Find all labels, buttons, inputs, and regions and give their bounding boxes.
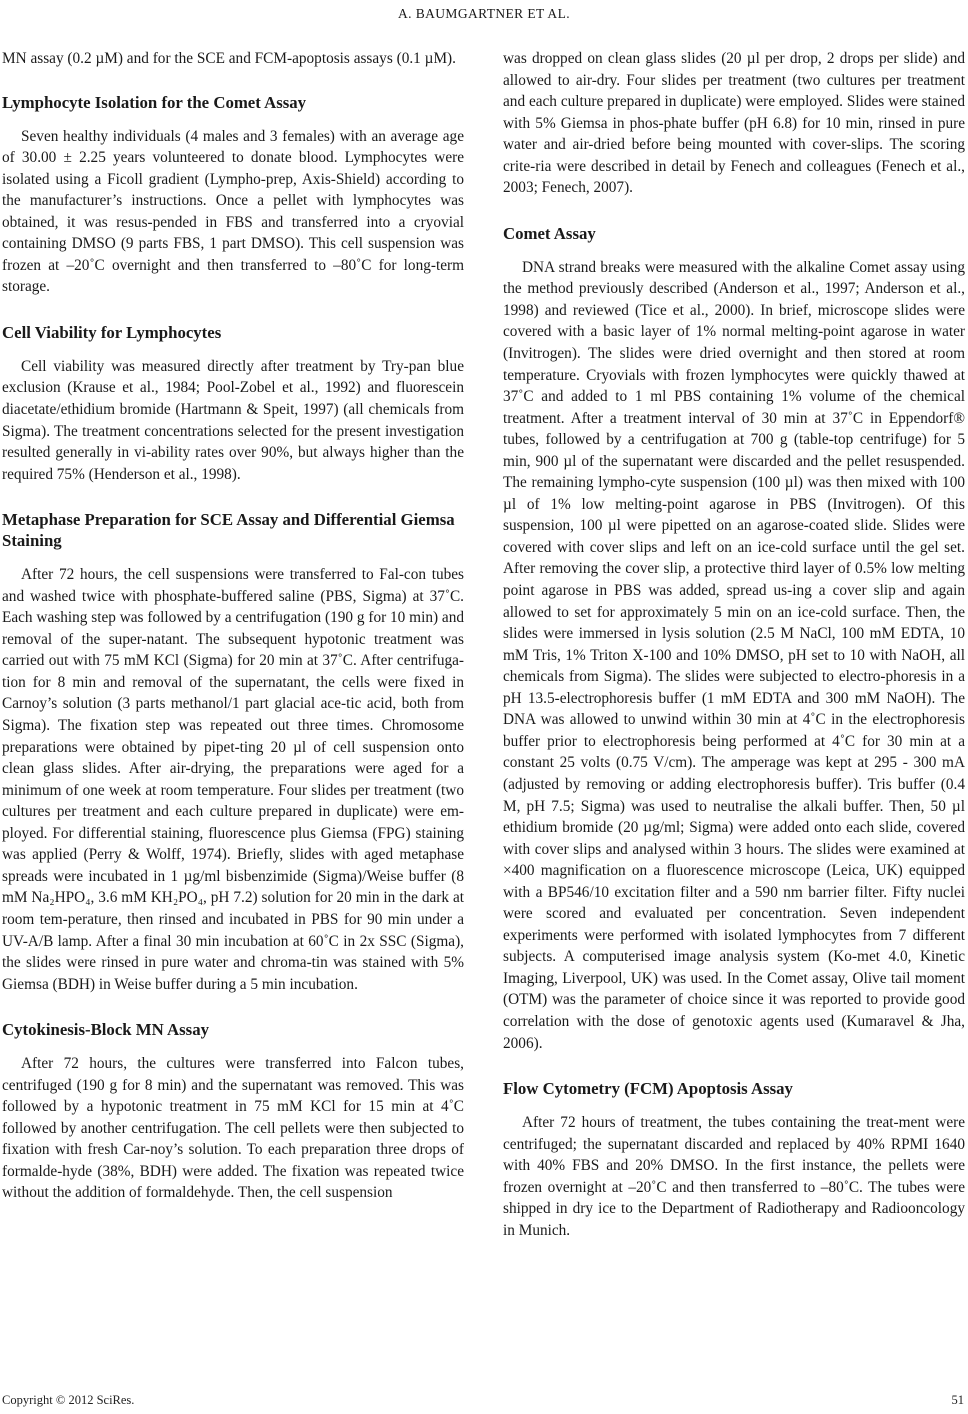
page-number: 51 — [951, 1393, 964, 1407]
section-heading: Flow Cytometry (FCM) Apoptosis Assay — [503, 1079, 793, 1099]
right-column — [503, 48, 965, 1241]
paragraph: was dropped on clean glass slides (20 µl per drop, 2 drops per slide) and allowed to air-dry. Four slides per treatment (two cultures per treatment and each culture prepared in duplicate) were employed. Slides were stained with 5% Giemsa in phos-phate buffer (pH 6.8) for 10 min, rinsed in pure water and air-dried before being mounted with cover-slips. The scoring crite-ria were described in detail by Fenech and colleagues (Fenech et al., 2003; Fenech, 2007). — [503, 50, 965, 197]
running-head: A. BAUMGARTNER ET AL. — [398, 6, 570, 21]
section-heading: Cell Viability for Lymphocytes — [2, 322, 222, 342]
paragraph: After 72 hours, the cell suspensions were transferred to Fal-con tubes and washed twice with phosphate-buffered saline (PBS, Sigma) at 37˚C. Each washing step was followed by a centrifugation (190 g for 10 min) and removal of the super-natant. The subsequent hypotonic treatment was carried out with 75 mM KCl (Sigma) for 20 min at 37˚C. After centrifuga-tion for 8 min and removal of the supernatant, the cells were fixed in Carnoy’s solution (3 parts methanol/1 part glacial ace-tic acid, both from Sigma). The fixation step was repeated out three times. Chromosome preparations were obtained by pipet-ting 20 µl of cell suspension onto clean glass slides. After air-drying, the preparations were aged for a minimum of one week at room temperature. Four slides per treatment (two cultures per treatment and each culture prepared in duplicate) were em-ployed. For differential staining, fluorescence plus Giemsa (FPG) staining was applied (Perry & Wolff, 1974). Briefly, slides with aged metaphase spreads were incubated in 1 µg/ml bisbenzimide (Sigma)/Weise buffer (8 mM Na₂HPO₄, 3.6 mM KH₂PO₄, pH 7.2) solution for 20 min in the dark at room tem-perature, then rinsed and incubated in PBS for 90 min under a UV-A/B lamp. After a final 30 min incubation at 60˚C in 2x SSC (Sigma), the slides were rinsed in pure water and chroma-tin was stained with 5% Giemsa (BDH) in Weise buffer during a 5 min incubation. — [2, 566, 464, 993]
section-heading: Cytokinesis-Block MN Assay — [2, 1020, 209, 1040]
paragraph: MN assay (0.2 µM) and for the SCE and FCM-apoptosis assays (0.1 µM). — [2, 50, 456, 67]
section-heading: Lymphocyte Isolation for the Comet Assay — [2, 92, 307, 112]
footer-copyright: Copyright © 2012 SciRes. — [2, 1393, 135, 1407]
paragraph: After 72 hours of treatment, the tubes containing the treat-ment were centrifuged; the supernatant discarded and replaced by 40% RPMI 1640 with 40% FBS and 20% DMSO. In the first instance, the pellets were frozen overnight at –20˚C and then transferred to –80˚C. The tubes were shipped in dry ice to the Department of Radiotherapy and Radiooncology in Munich. — [503, 1114, 965, 1239]
left-column — [2, 48, 464, 1204]
section-heading: Metaphase Preparation for SCE Assay and Differential Giemsa Staining — [2, 510, 455, 551]
paragraph: Seven healthy individuals (4 males and 3 females) with an average age of 30.00 ± 2.25 years volunteered to donate blood. Lymphocytes were isolated using a Ficoll gradient (Lympho-prep, Axis-Shield) according to the manufacturer’s instructions. Once a pellet with lymphocytes was obtained, it was resus-pended in FBS and transferred into a cryovial containing DMSO (9 parts FBS, 1 part DMSO). This cell suspension was frozen at –20˚C overnight and then transferred to –80˚C for long-term storage. — [2, 127, 464, 296]
paragraph: After 72 hours, the cultures were transferred into Falcon tubes, centrifuged (190 g for 8 min) and the supernatant was removed. This was followed by a hypotonic treatment in 75 mM KCl for 15 min at 4˚C followed by another centrifugation. The cell pellets were then subjected to fixation with fresh Car-noy’s solution. To each preparation three drops of formalde-hyde (38%, BDH) were added. The fixation was repeated twice without the addition of formaldehyde. Then, the cell suspension — [2, 1055, 464, 1202]
paragraph: DNA strand breaks were measured with the alkaline Comet assay using the method previously described (Anderson et al., 1997; Anderson et al., 1998) and reviewed (Tice et al., 2000). In brief, microscope slides were covered with a basic layer of 1% normal melting-point agarose in water (Invitrogen). The slides were dried overnight and then stored at room temperature. Cryovials with frozen lymphocytes were quickly thawed at 37˚C and added to 1 ml PBS containing 1% volume of the chemical treatment. After a treatment interval of 30 min at 37˚C in Eppendorf® tubes, followed by a centrifugation at 700 g (table-top centrifuge) for 5 min, 900 µl of the supernatant were discarded and the pellet resuspended. The remaining lympho-cyte suspension (100 µl) was then mixed with 100 µl of 1% low melting-point agarose in PBS (Invitrogen). Of this suspension, 100 µl were pipetted on an agarose-coated slide. Slides were covered with cover slips and left on an ice-cold surface until the gel set. After removing the cover slip, a protective third layer of 0.5% low melting point agarose in PBS was added, spread us-ing a cover slip and again allowed to set for approximately 5 min on an ice-cold surface. Then, the slides were immersed in lysis solution (2.5 M NaCl, 100 mM EDTA, 10 mM Tris, 1% Triton X-100 and 10% DMSO, pH set to 10 with NaOH, all chemicals from Sigma). The slides were subjected to electro-phoresis in a pH 13.5-electrophoresis buffer (1 mM EDTA and 300 mM NaOH). The DNA was allowed to unwind within 30 min at 4˚C in the electrophoresis buffer prior to electrophoresis being performed at 4˚C for 30 min at a constant 25 volts (0.75 V/cm). The amperage was kept at 295 - 300 mA (adjusted by removing or adding electrophoresis buffer). Tris buffer (0.4 M, pH 7.5; Sigma) was used to neutralise the alkali buffer. Then, 50 µl ethidium bromide (20 µg/ml; Sigma) were added onto each slide, covered with cover slips and analysed within 3 hours. The slides were examined at ×400 magnification on a fluorescence microscope (Leica, UK) equipped with a BP546/10 excitation filter and a 590 nm barrier filter. Fifty nuclei were scored and evaluated per concentration. Seven independent experiments were performed with isolated lymphocytes from 7 different subjects. A computerised image analysis system (Ko-met 4.0, Kinetic Imaging, Liverpool, UK) was used. In the Comet assay, Olive tail moment (OTM) was the parameter of choice since it was reported to provide good correlation with the dose of genotoxic agents used (Kumaravel & Jha, 2006). — [503, 258, 965, 1052]
section-heading: Comet Assay — [503, 223, 596, 243]
paragraph: Cell viability was measured directly after treatment by Try-pan blue exclusion (Krause et al., 1984; Pool-Zobel et al., 1992) and fluorescein diacetate/ethidium bromide (Hartmann & Speit, 1997) (all chemicals from Sigma). The treatment concentrations selected for the present investigation resulted generally in vi-ability rates over 90%, but always higher than the required 75% (Henderson et al., 1998). — [2, 357, 464, 483]
